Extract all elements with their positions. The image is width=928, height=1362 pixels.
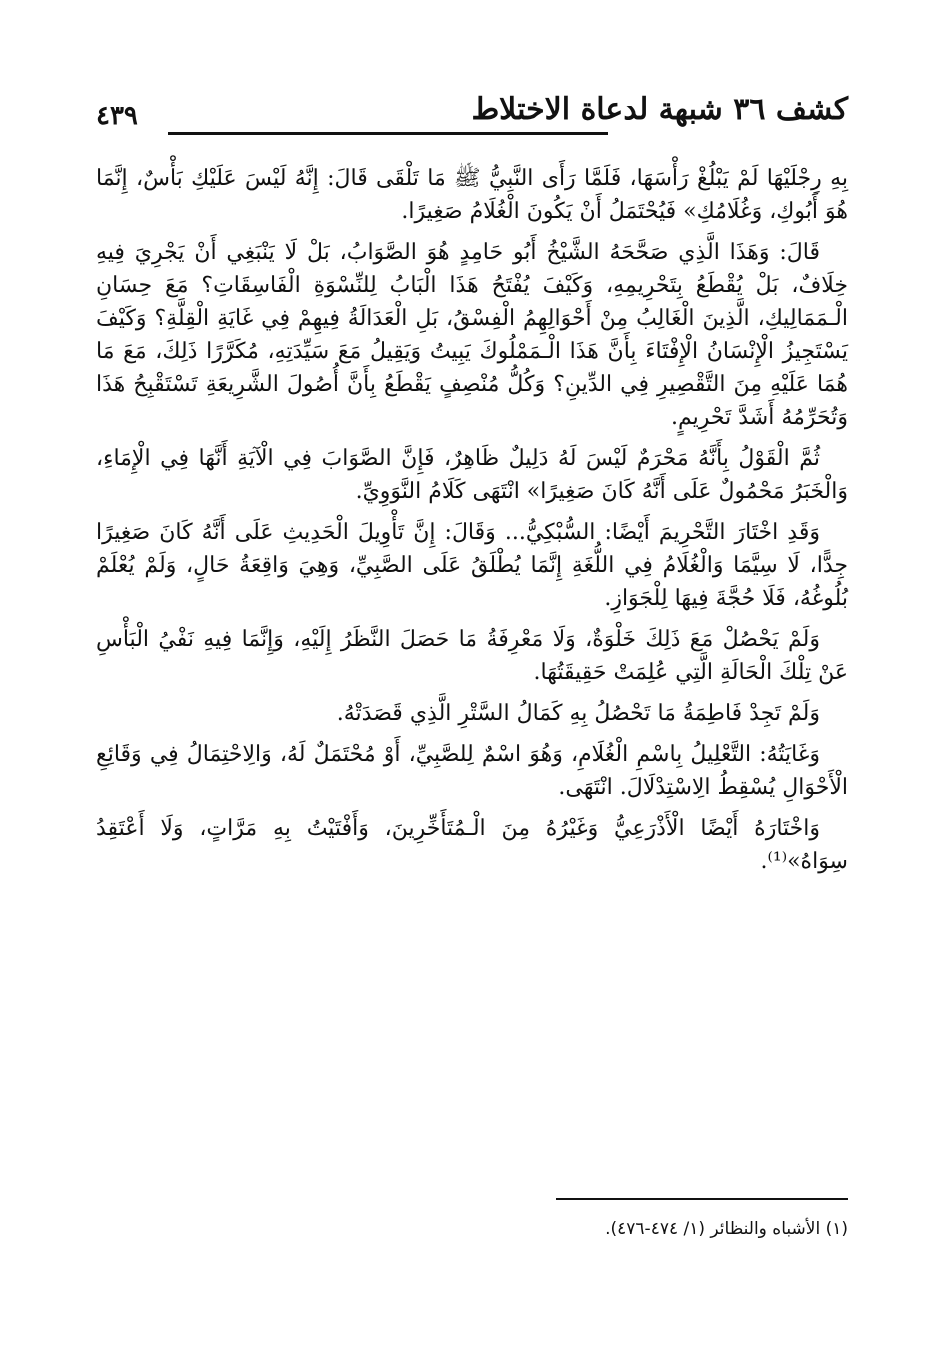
page-number: ٤٣٩ [96, 101, 138, 131]
paragraph-4: وَقَدِ اخْتَارَ التَّحْرِيمَ أَيْضًا: السُّبْكِيُّ... وَقَالَ: إِنَّ تَأْوِيلَ الْحَدِيثِ عَلَى أَنَّهُ كَانَ صَغِيرًا جِدًّا، لَا سِيَّمَا وَالْغُلَامُ فِي اللُّغَةِ إِنَّمَا يُطْلَقُ عَلَى الصَّبِيِّ، وَهِيَ وَاقِعَةُ حَالٍ، وَلَمْ يُعْلَمْ بُلُوغُهُ، فَلَا حُجَّةَ فِيهَا لِلْجَوَازِ. [96, 520, 848, 611]
paragraph-1: بِهِ رِجْلَيْهَا لَمْ يَبْلُغْ رَأْسَهَا، فَلَمَّا رَأَى النَّبِيُّ ﷺ مَا تَلْقَى قَالَ: إِنَّهُ لَيْسَ عَلَيْكِ بَأْسٌ، إِنَّمَا هُوَ أَبُوكِ، وَغُلَامُكِ» فَيُحْتَمَلُ أَنْ يَكُونَ الْغُلَامُ صَغِيرًا. [96, 166, 848, 224]
running-title: كشف ٣٦ شبهة لدعاة الاختلاط [471, 92, 848, 127]
body-text [96, 162, 848, 886]
header-rule [168, 132, 608, 135]
paragraph-8: وَاخْتَارَهُ أَيْضًا الْأَذْرَعِيُّ وَغَيْرُهُ مِنَ الْـمُتَأَخِّرِينَ، وَأَفْتَيْتُ بِهِ مَرَّاتٍ، وَلَا أَعْتَقِدُ سِوَاهُ»⁽¹⁾. [96, 816, 848, 874]
paragraph-7: وَغَايَتُهُ: التَّعْلِيلُ بِاسْمِ الْغُلَامِ، وَهُوَ اسْمٌ لِلصَّبِيِّ، أَوْ مُحْتَمَلٌ لَهُ، وَالِاحْتِمَالُ فِي وَقَائِعِ الْأَحْوَالِ يُسْقِطُ الِاسْتِدْلَالَ. انْتَهَى. [96, 742, 848, 800]
paragraph-5: وَلَمْ يَحْصُلْ مَعَ ذَلِكَ خَلْوَةٌ، وَلَا مَعْرِفَةُ مَا حَصَلَ النَّظَرُ إِلَيْهِ، وَإِنَّمَا فِيهِ نَفْيُ الْبَأْسِ عَنْ تِلْكَ الْحَالَةِ الَّتِي عُلِمَتْ حَقِيقَتُهَا. [96, 627, 848, 685]
paragraph-2: قَالَ: وَهَذَا الَّذِي صَحَّحَهُ الشَّيْخُ أَبُو حَامِدٍ هُوَ الصَّوَابُ، بَلْ لَا يَنْبَغِي أَنْ يَجْرِيَ فِيهِ خِلَافٌ، بَلْ يُقْطَعُ بِتَحْرِيمِهِ، وَكَيْفَ يُفْتَحُ هَذَا الْبَابُ لِلنِّسْوَةِ الْفَاسِقَاتِ؟ مَعَ حِسَانِ الْـمَمَالِيكِ، الَّذِينَ الْغَالِبُ مِنْ أَحْوَالِهِمُ الْفِسْقُ، بَلِ الْعَدَالَةُ فِيهِمْ فِي غَايَةِ الْقِلَّةِ؟ وَكَيْفَ يَسْتَجِيزُ الْإِنْسَانُ الْإِفْتَاءَ بِأَنَّ هَذَا الْـمَمْلُوكَ يَبِيتُ وَيَقِيلُ مَعَ سَيِّدَتِهِ، مُكَرَّرًا ذَلِكَ، مَعَ مَا هُمَا عَلَيْهِ مِنَ التَّقْصِيرِ فِي الدِّينِ؟ وَكُلُّ مُنْصِفٍ يَقْطَعُ بِأَنَّ أُصُولَ الشَّرِيعَةِ تَسْتَقْبِحُ هَذَا وَتُحَرِّمُهُ أَشَدَّ تَحْرِيمٍ. [96, 240, 848, 430]
footnote-rule [556, 1198, 848, 1200]
page-header [96, 88, 848, 148]
paragraph-6: وَلَمْ تَجِدْ فَاطِمَةُ مَا تَحْصُلُ بِهِ كَمَالُ السَّتْرِ الَّذِي قَصَدَتْهُ. [336, 701, 820, 726]
footnote: (١) الأشباه والنظائر (١/ ٤٧٤-٤٧٦). [605, 1219, 848, 1239]
paragraph-3: ثُمَّ الْقَوْلُ بِأَنَّهُ مَحْرَمٌ لَيْسَ لَهُ دَلِيلٌ ظَاهِرٌ، فَإِنَّ الصَّوَابَ فِي الْآيَةِ أَنَّهَا فِي الْإِمَاءِ، وَالْخَبَرُ مَحْمُولٌ عَلَى أَنَّهُ كَانَ صَغِيرًا» انْتَهَى كَلَامُ النَّوَوِيِّ. [96, 446, 848, 504]
